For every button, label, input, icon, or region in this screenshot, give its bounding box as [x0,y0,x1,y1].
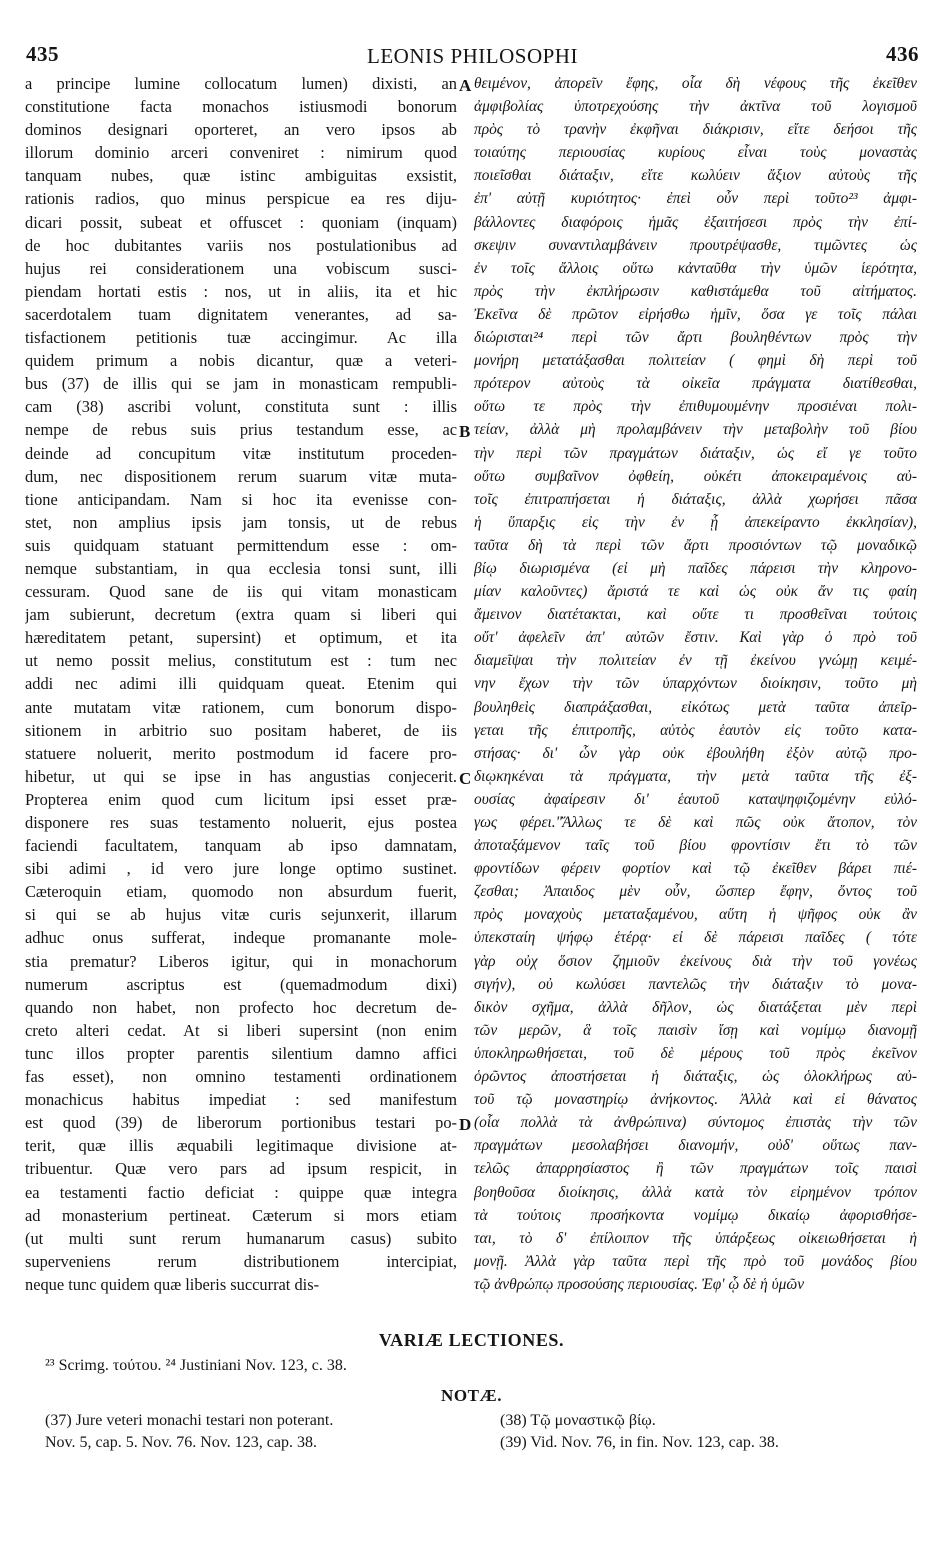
greek-text-line: τὴν περὶ τῶν πραγμάτων διάταξιν, ὡς εἴ γε τοῦτο [474,444,917,462]
section-marker-a: A [459,76,472,95]
latin-text-line: neque tunc quidem quæ liberis succurrat dis- [25,1274,320,1294]
greek-text-line: οὕτω τε πρὸς τὴν ἐπιθυμουμένην προσιέναι πολι- [474,398,917,416]
running-title: LEONIS PHILOSOPHI [367,44,578,68]
variae-lectiones-text: ²³ Scrimg. τούτου. ²⁴ Justiniani Nov. 123, c. 38. [45,1357,347,1374]
latin-text-line: constitutione facta monachos istiusmodi bonorum [25,97,457,117]
notes-left [45,1410,465,1454]
greek-text-line: βίῳ διωρισμένα (εἰ μὴ παῖδες πάρεισι τὴν κληρονο- [474,559,917,577]
latin-text-line: hæreditatem petant, supersint) et optimum, et ita [25,628,457,648]
latin-text-line: disponere res suas testamento noluerit, ejus postea [25,813,457,832]
latin-text-line: dicari possit, subeat et offuscet : quoniam (inquam) [25,212,457,232]
greek-text-line: σκεψιν συναντιλαμβάνειν προυτρέψασθε, τιμῶντες ὡς [474,236,917,254]
greek-text-line: διαμεῖψαι τὴν πολιτείαν ἐν τῇ ἐκείνου γνώμῃ κειμέ- [474,652,917,670]
greek-text-line: βοηθοῦσα διοίκησις, ἀλλὰ κατὰ τὸν εἰρημένον τρόπον [474,1183,917,1201]
latin-text-line: a principe lumine collocatum lumen) dixisti, an [25,74,457,93]
latin-text-line: Cæteroquin etiam, quomodo non absurdum fuerit, [25,882,457,902]
greek-text-line: πρότερον αὐτοὺς τὰ οἰκεῖα πράγματα διατίθεσθαι, [474,375,917,393]
latin-text-line: ea testamenti factio deficiat : quippe quæ integra [25,1182,457,1202]
greek-text-line: τοῖς ἐπιτραπήσεται ἡ διάταξις, ἀλλὰ χωρήσει πᾶσα [474,490,917,508]
latin-text-line: ante mutatam vitæ rationem, cum bonorum dispo- [25,697,457,717]
greek-text-line: ἐν τοῖς ἄλλοις οὕτω κἀνταῦθα τὴν ὑμῶν ἱερότητα, [474,259,917,277]
greek-text-line: οὕτω συμβαῖνον ὀφθείη, οὐκέτι ἀποκειραμένοις αὐ- [474,467,917,485]
note-line: Nov. 5, cap. 5. Nov. 76. Nov. 123, cap. 38. [45,1434,317,1451]
latin-text-line: fas esset), non omnino testamenti ordinationem [25,1067,457,1087]
greek-text-line: πρὸς τὴν ἐκπλήρωσιν καθιστάμεθα τοῦ αἰτήματος. [474,282,917,300]
greek-text-line: τῷ ἀνθρώπῳ προσούσης περιουσίας. Ἐφ' ᾧ δὲ ἡ ὑμῶν [474,1275,805,1293]
page-number-left: 435 [26,42,59,66]
greek-text-line: ουσίας ἀφαίρεσιν δι' ἑαυτοῦ καταψηφιζομένην εὐλό- [474,790,917,808]
latin-text-line: addi nec adimi illi quidquam queat. Etenim qui [25,674,457,694]
greek-text-line: γεται τῆς ἐπιτροπῆς, αὐτὸς ἑαυτὸν εἰς τοῦτο κατα- [474,721,917,739]
note-line: (39) Vid. Nov. 76, in fin. Nov. 123, cap. 38. [500,1434,779,1451]
note-line: (38) Τῷ μοναστικῷ βίῳ. [500,1412,656,1429]
latin-text-line: rationis radios, quo minus perspicue ea res diju- [25,189,457,209]
latin-text-line: hujus rei considerationem una vobiscum susci- [25,258,457,278]
latin-text-line: ut nemo possit melius, constitutum est : tum nec [25,651,457,671]
latin-text-line: cessuram. Quod sane de iis qui vitam monasticam [25,582,457,602]
latin-text-line: Propterea enim quod cum licitum ipsi esset præ- [25,789,457,809]
greek-text-line: τείαν, ἀλλὰ μὴ προλαμβάνειν τὴν μεταβολὴν τοῦ βίου [474,421,917,439]
latin-text-line: dum, nec dispositionem rerum suarum vitæ muta- [25,466,457,486]
greek-text-line: διῳκηκέναι τὰ πράγματα, τὴν μετὰ ταῦτα τῆς ἐξ- [474,767,917,785]
notae-heading: NOTÆ. [440,1386,503,1405]
latin-text-line: tisfactionem petitionis tuæ accingimur. Ac illa [25,328,457,348]
greek-text-line: ὑπεκσταίη ψήφῳ ἑτέρᾳ· εἰ δὲ πάρεισι παῖδες ( τότε [474,929,917,947]
greek-text-line: τῶν μερῶν, ἃ τοῖς παισὶν ἴσῃ καὶ νομίμῳ διανομῇ [474,1021,917,1039]
greek-text-line: ἡ ὕπαρξις εἰς τὴν ἐν ᾗ ἀπεκείραντο ἐκκλησίαν), [474,513,917,531]
latin-text-line: de hoc dubitantes variis nos postulationibus ad [25,235,457,255]
latin-text-line: si qui se ab hujus vitæ curis sejunxerit, illarum [25,905,457,925]
latin-text-line: tione anticipandam. Nam si hoc ita evenisse con- [25,489,457,509]
latin-text-line: stia prematur? Liberos igitur, qui in monachorum [25,951,457,971]
greek-text-line: τοῦ τῷ μοναστηρίῳ ἀνήκοντος. Ἀλλὰ καὶ εἰ θάνατος [474,1091,917,1109]
latin-text-line: dominos designari oporteret, an vero ipsos ab [25,120,457,140]
greek-column [474,72,917,1296]
greek-text-line: ἀμφιβολίας ὑποτρεχούσης τὴν ἀκτῖνα τοῦ λογισμοῦ [474,98,917,116]
greek-text-line: τὰ τούτοις προσήκοντα νομίμῳ δικαίῳ ἀφορισθήσε- [474,1206,917,1224]
latin-text-line: faciendi facultatem, tanquam ab ipso damnatam, [25,836,457,856]
greek-text-line: ταῦτα δὴ τὰ περὶ τῶν ἄρτι προσιόντων τῷ μοναδικῷ [474,536,917,554]
greek-text-line: στήσας· δι' ὧν γὰρ οὐκ ἐβουλήθη ἐξὸν αὐτῷ προ- [474,744,917,762]
section-marker-d: D [459,1115,472,1134]
greek-text-line: πρὸς τὸ τρανὴν ἐκφῆναι διάκρισιν, εἴτε δεήσοι τῆς [474,121,917,139]
greek-text-line: σιγήν), οὐ κωλύσει παντελῶς τὴν διάταξιν τὸ μονα- [474,975,917,993]
greek-text-line: ὑποκληρωθήσεται, τοῦ δὲ μέρους τοῦ πρὸς ἐκεῖνον [474,1044,917,1062]
latin-text-line: jam subierunt, decretum (extra quam si liberi qui [25,605,457,625]
greek-text-line: διώρισται²⁴ περὶ τῶν ἄρτι βουληθέντων πρὸς τὴν [474,329,917,347]
greek-text-line: μονῇ. Ἀλλὰ γὰρ ταῦτα περὶ τῆς πρὸ τοῦ μονάδος βίου [474,1252,917,1270]
latin-text-line: terit, quæ illis æquabili legitimaque divisione at- [25,1136,457,1156]
latin-text-line: tribuentur. Quæ vero pars ad ipsum respicit, in [25,1159,457,1179]
note-line: (37) Jure veteri monachi testari non poterant. [45,1412,334,1429]
latin-text-line: tunc illos propter parentis silentium damno affici [25,1043,457,1063]
greek-text-line: ποιεῖσθαι διάταξιν, εἴτε κωλύειν ἄξιον αὐτοὺς τῆς [474,167,917,185]
greek-text-line: θειμένον, ἀπορεῖν ἔφης, οἷα δὴ νέφους τῆς ἐκεῖθεν [474,75,917,92]
latin-text-line: tanquam nubes, quæ istinc ambiguitas exsistit, [25,166,457,186]
greek-text-line: ζεσθαι; Ἀπαιδος μὲν οὖν, ὥσπερ ἔφην, ὄντος τοῦ [474,883,917,901]
section-marker-c: C [459,769,472,788]
latin-text-line: sibi adimi , id vero jure longe optimo sustinet. [25,859,457,879]
latin-text-line: statuere noluerit, merito postmodum id facere pro- [25,743,457,763]
latin-text-line: nemque substantiam, in qua ecclesia tonsi sunt, illi [25,558,457,578]
greek-text-line: γὰρ οὐχ ὅσιον ζημιοῦν ἐκείνους διὰ τὴν τοῦ γονέως [474,952,917,970]
latin-text-line: ad monasterium pertineat. Cæterum si mors etiam [25,1205,457,1225]
greek-text-line: πραγμάτων μεσολαβήσει διανομήν, οὐδ' οὕτως παν- [474,1137,917,1155]
latin-column [25,72,457,1296]
latin-text-line: piendam hortati estis : nos, ut in aliis, ita et hic [25,281,457,301]
latin-text-line: suis quidquam statuant permittendum esse : om- [25,535,457,555]
latin-text-line: cam (38) ascribi volunt, constituta sunt : illis [25,397,457,417]
greek-text-line: ἐπ' αὐτῇ κυριότητος· ἐπεὶ οὖν περὶ τοῦτο²³ ἀμφι- [474,190,917,208]
latin-text-line: monachicus habitus impediat : sed manifestum [25,1090,457,1110]
greek-text-line: γως φέρει."Ἄλλως τε δὲ καὶ πῶς οὐκ ἄτοπον, τὸν [474,814,917,831]
latin-text-line: nempe de rebus suis prius testandum esse, ac [25,420,457,440]
greek-text-line: τελῶς ἀπαρρησίαστος ἢ τῶν πραγμάτων τοῖς παισὶ [474,1160,917,1178]
greek-text-line: φροντίδων φέρειν φορτίον καὶ τῷ ἐκεῖθεν βάρει πιέ- [474,860,917,878]
latin-text-line: est quod (39) de liberorum portionibus testari po- [25,1113,457,1133]
greek-text-line: ἀποταξάμενον ταῖς τοῦ βίου φροντίσιν ἔτι τὸ τῶν [474,837,917,855]
greek-text-line: ἄμεινον διατέτακται, καὶ οὔτε τι προσθεῖναι τούτοις [474,606,917,624]
greek-text-line: βάλλοντες διαφόροις ἡμᾶς ἐξαιτήσεσι πρὸς τὴν ἐπί- [474,213,917,231]
greek-text-line: τοιαύτης περιουσίας κυρίους εἶναι τοὺς μοναστὰς [474,144,917,162]
variae-lectiones-heading: VARIÆ LECTIONES. [378,1330,565,1350]
section-marker-b: B [459,422,471,441]
latin-text-line: superveniens rerum distributionem intercipiat, [25,1251,457,1271]
greek-text-line: Ἐκεῖνα δὲ πρῶτον εἰρήσθω ἡμῖν, ὅσα γε τοῖς πάλαι [474,305,917,323]
latin-text-line: illorum dominio arceri conveniret : nimirum quod [25,143,457,163]
latin-text-line: sitionem in arbitrio suo positam haberet, de iis [25,720,457,740]
latin-text-line: sacerdotalem tuam dignitatem venerantes, ad sa- [25,304,457,324]
latin-text-line: adhuc onus sufferat, indeque promanante mole- [25,928,457,948]
greek-text-line: βουληθεὶς διαπράξασθαι, εἰκότως μετὰ ταῦτα ἀπεῖρ- [474,698,917,716]
latin-text-line: quando non habet, non profecto hoc decretum de- [25,997,457,1017]
latin-text-line: creto alteri cedat. At si liberi supersint (non enim [25,1020,457,1040]
latin-text-line: quidem primum a nobis dicantur, quæ a veteri- [25,351,457,371]
latin-text-line: bus (37) de illis qui se jam in monasticam rempubli- [25,374,457,394]
page-number-right: 436 [886,42,919,66]
greek-text-line: πρὸς μοναχοὺς μεταταξαμένου, αὕτη ἡ ψῆφος οὐκ ἂν [474,906,917,924]
greek-text-line: μονήρη μετατάξασθαι πολιτείαν ( φημὶ δὴ περὶ τοῦ [474,352,917,370]
latin-text-line: numerum ascriptus est (quemadmodum dixi) [25,974,457,994]
greek-text-line: ὁρῶντος ἀποστήσεται ἡ διάταξις, ὡς ὁλοκλήρως αὐ- [474,1068,917,1086]
greek-text-line: μίαν καλοῦντες) ἄριστά τε καὶ ὡς οὐκ ἄν τις φαίη [474,583,917,601]
greek-text-line: οὔτ' ἀφελεῖν ἀπ' αὐτῶν ἔστιν. Καὶ γὰρ ὁ πρὸ τοῦ [474,629,917,647]
latin-text-line: deinde ad concupitum vitæ institutum proceden- [25,443,457,463]
latin-text-line: (ut multi sunt rerum humanarum casus) subito [25,1228,457,1248]
latin-text-line: hibetur, ut qui se ipse in has angustias conjecerit. [25,766,457,786]
greek-text-line: (οἷα πολλὰ τὰ ἀνθρώπινα) σύντομος ἐπιστὰς τὴν τῶν [474,1114,917,1132]
greek-text-line: νην ἔχων τὴν τῶν ὑπαρχόντων διοίκησιν, τοῦτο μὴ [474,675,917,693]
notes-right [500,1410,920,1454]
greek-text-line: δικὸν σχῆμα, ἀλλὰ δῆλον, ὡς διατάξεται μὲν περὶ [474,998,917,1016]
greek-text-line: ται, τὸ δ' ἐπίλοιπον τῆς ὑπάρξεως οἰκειωθήσεται ἡ [474,1229,917,1247]
latin-text-line: stet, non amplius ipsis jam tonsis, ut de rebus [25,512,457,532]
